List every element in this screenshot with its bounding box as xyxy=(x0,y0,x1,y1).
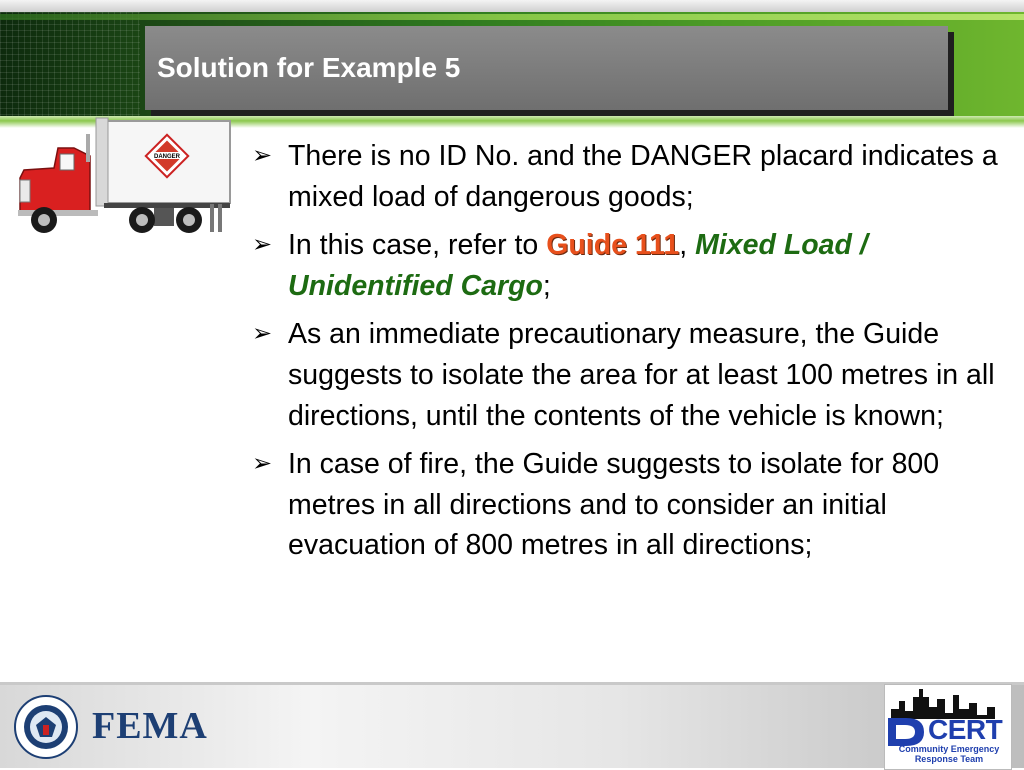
bullet-text: In case of fire, the Guide suggests to isolate for 800 metres in all directions and to consider an initial evacuation of 800 metres in all directions; xyxy=(288,448,940,562)
cert-logo-text: CERT xyxy=(928,714,1003,745)
banner-grid-pattern xyxy=(0,12,140,116)
arrow-bullet-icon: ➢ xyxy=(252,142,273,169)
banner-stripe xyxy=(0,14,1024,20)
cert-subtitle-line1: Community Emergency xyxy=(898,744,1000,754)
title-bar xyxy=(145,26,948,110)
guide-reference: Guide 111 xyxy=(546,229,680,262)
bullet-item xyxy=(252,136,1002,217)
slide-title: Solution for Example 5 xyxy=(157,52,461,83)
bullet-item xyxy=(252,314,1002,436)
fema-logo-text: FEMA xyxy=(92,705,208,747)
unidentified-cargo-text: Unidentified Cargo xyxy=(288,269,543,302)
bullet-item xyxy=(252,444,1002,566)
arrow-bullet-icon: ➢ xyxy=(252,231,273,259)
slash-text: / xyxy=(851,229,868,262)
bullet-end: ; xyxy=(542,269,551,302)
arrow-bullet-icon: ➢ xyxy=(252,450,273,478)
separator: , xyxy=(679,229,696,262)
arrow-bullet-icon: ➢ xyxy=(252,320,273,348)
dhs-seal-icon xyxy=(14,695,78,759)
tanker-truck-illustration xyxy=(14,116,234,244)
mixed-load-text: Mixed Load xyxy=(695,229,852,262)
bullet-text: As an immediate precautionary measure, the Guide suggests to isolate the area for at least 100 metres in all directions, until the contents of the vehicle is known; xyxy=(288,318,995,432)
bullet-text: In this case, refer to xyxy=(288,229,547,262)
cert-subtitle-line2: Response Team xyxy=(914,754,984,764)
bullet-text: There is no ID No. and the DANGER placard indicates a mixed load of dangerous goods; xyxy=(288,140,998,213)
bullet-list xyxy=(252,136,1002,574)
placard-label: DANGER xyxy=(153,154,181,160)
cert-subtitle xyxy=(890,744,1008,764)
bullet-item xyxy=(252,225,1002,306)
